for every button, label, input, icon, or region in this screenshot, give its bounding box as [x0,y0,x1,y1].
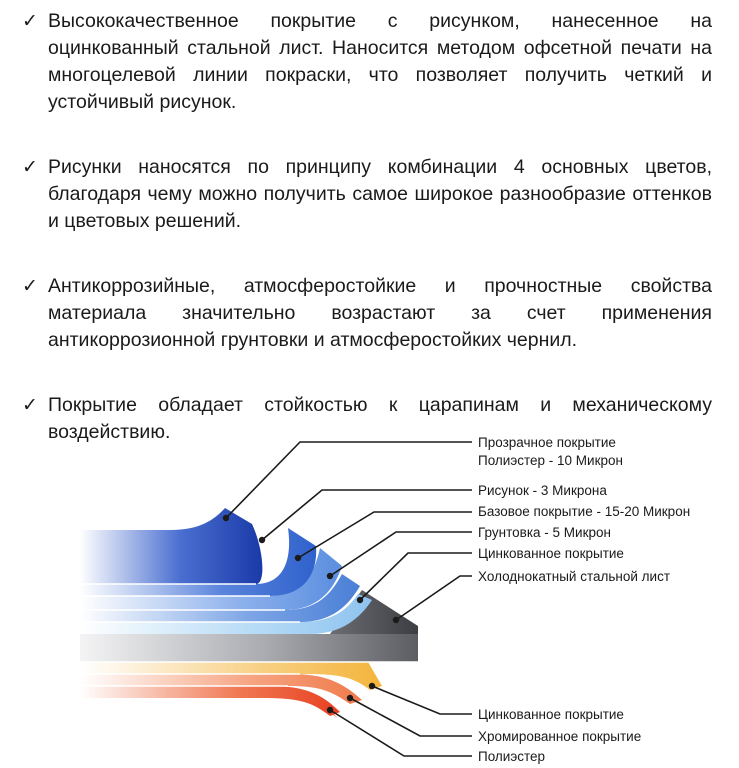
label-chrome: Хромированное покрытие [478,729,642,744]
label-pattern: Рисунок - 3 Микрона [478,483,607,498]
clear-coat-layer [80,508,262,584]
label-polyester: Полиэстер [478,749,546,764]
feature-text: Рисунки наносятся по принципу комбинации 4 основных цветов, благодаря чему можно получить самое широкое разнообразие оттенков и цветовых решений. [48,156,712,232]
label-base-coat: Базовое покрытие - 15-20 Микрон [478,504,691,519]
check-icon: ✓ [22,156,38,178]
check-icon: ✓ [22,10,38,32]
steel-sheet [80,634,418,662]
check-icon: ✓ [22,275,38,297]
feature-text: Покрытие обладает стойкостью к царапинам и механическому воздействию. [48,394,712,443]
label-steel-sheet: Холоднокатный стальной лист [478,569,670,584]
feature-text: Антикоррозийные, атмосферостойкие и прочностные свойства материала значительно возрастают за счет применения антикоррозионной грунтовки и атмосферостойких чернил. [48,275,712,351]
check-icon: ✓ [22,394,38,416]
label-zinc-top: Цинкованное покрытие [478,546,624,561]
feature-text: Высококачественное покрытие с рисунком, нанесенное на оцинкованный стальной лист. Наносится методом офсетной печати на многоцелевой линии покраски, что позволяет получить четкий и устойчивый рисунок. [48,10,712,113]
label-zinc-bottom: Цинкованное покрытие [478,707,624,722]
label-clear-coat-line1: Прозрачное покрытие [478,435,616,450]
label-clear-coat-line2: Полиэстер - 10 Микрон [478,453,623,468]
label-primer: Грунтовка - 5 Микрон [478,525,611,540]
